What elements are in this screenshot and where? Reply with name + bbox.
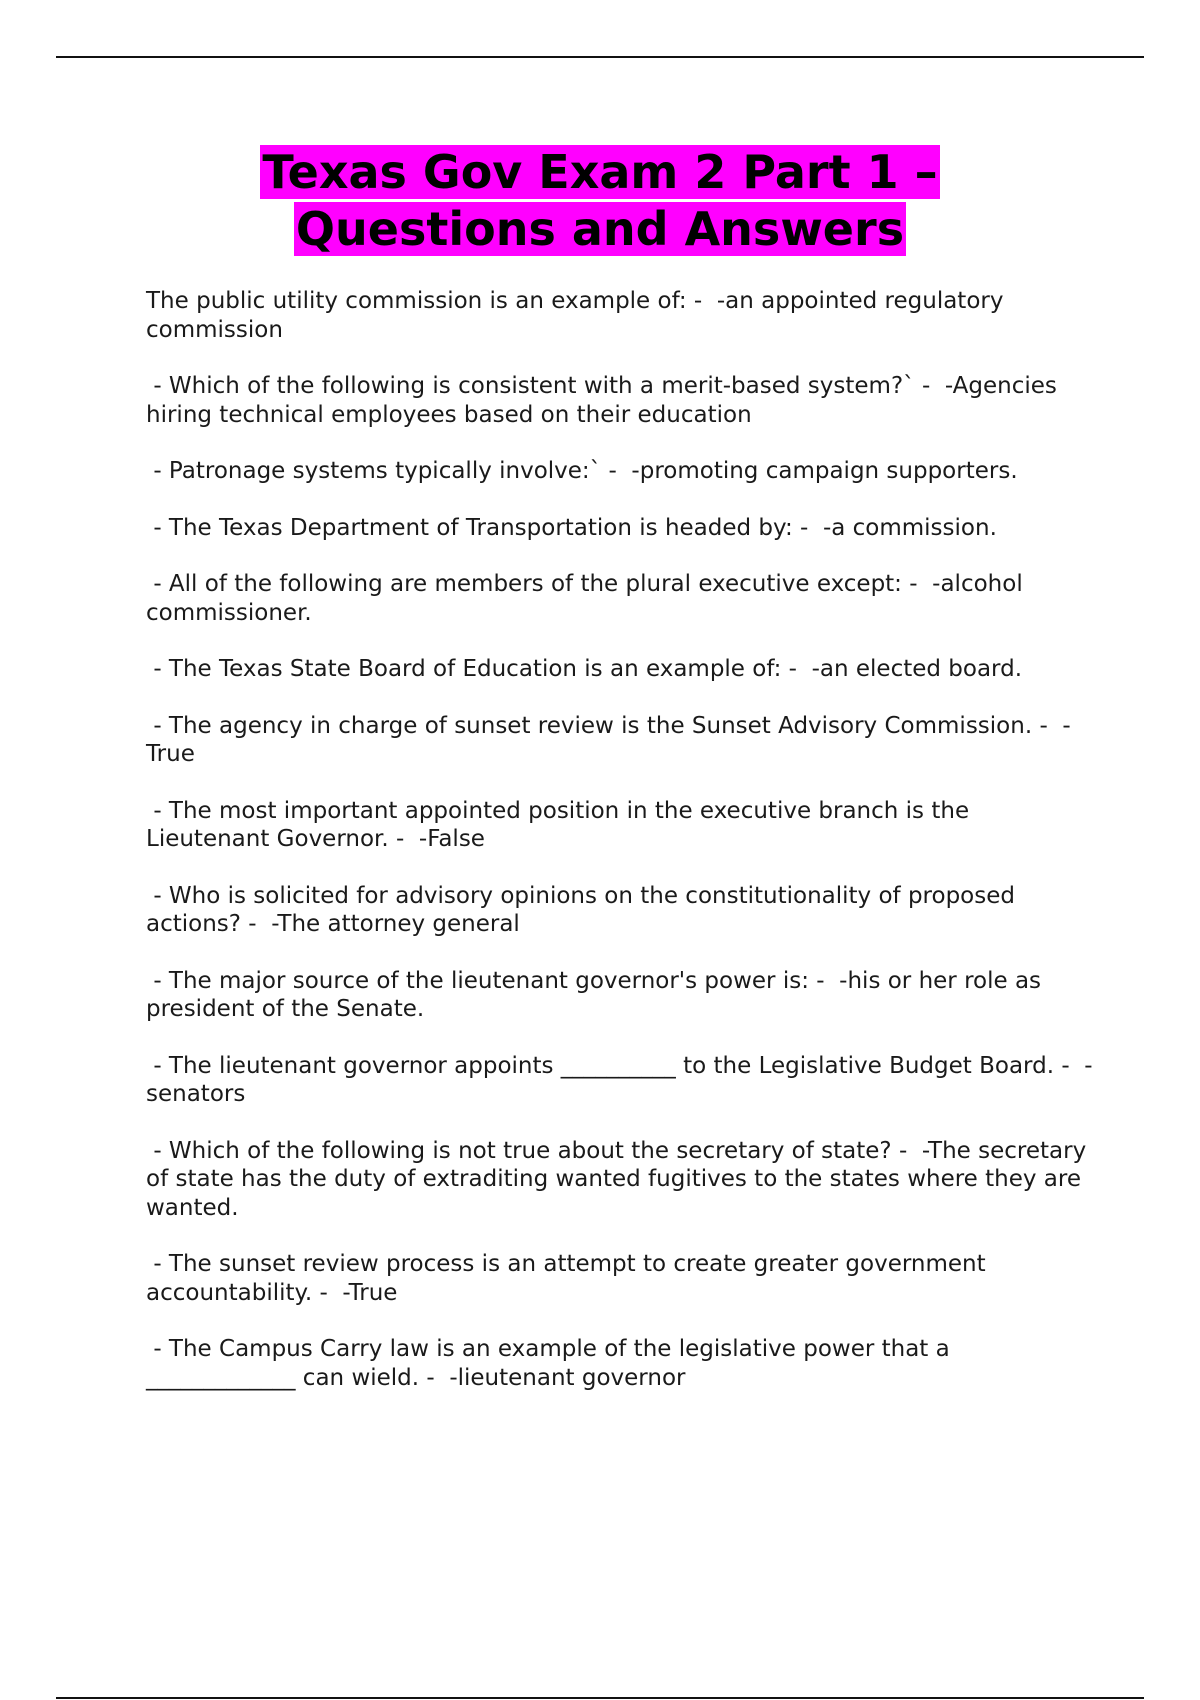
qa-item: - Patronage systems typically involve:` - -promoting campaign supporters. (146, 458, 1018, 484)
qa-item: - The lieutenant governor appoints __________ to the Legislative Budget Board. - -senators (146, 1052, 1093, 1107)
qa-item: - All of the following are members of the plural executive except: - -alcohol commissioner. (146, 571, 1031, 626)
qa-item: - The Texas State Board of Education is an example of: - -an elected board. (146, 656, 1023, 682)
qa-item: - Which of the following is consistent with a merit-based system?` - -Agencies hiring technical employees based on their education (146, 373, 1065, 428)
qa-item: - The Texas Department of Transportation is headed by: - -a commission. (146, 514, 997, 541)
title-line-1: Texas Gov Exam 2 Part 1 – (262, 145, 938, 199)
top-rule (56, 56, 1144, 58)
qa-item: - The agency in charge of sunset review is the Sunset Advisory Commission. - -True (146, 712, 1071, 767)
qa-item: - The sunset review process is an attempt to create greater government accountability. - -True (146, 1251, 993, 1306)
qa-item: - The Campus Carry law is an example of the legislative power that a _____________ can wield. - -lieutenant governor (146, 1336, 958, 1391)
qa-item: - The major source of the lieutenant governor's power is: - -his or her role as president of the Senate. (146, 967, 1049, 1022)
qa-list (146, 287, 1096, 1420)
title-line-2: Questions and Answers (295, 202, 905, 256)
qa-item: - The most important appointed position in the executive branch is the Lieutenant Governor. - -False (146, 797, 977, 852)
qa-item: - Who is solicited for advisory opinions on the constitutionality of proposed actions? - -The attorney general (146, 882, 1023, 937)
qa-item: The public utility commission is an example of: - -an appointed regulatory commission (146, 288, 1011, 343)
bottom-rule (56, 1697, 1144, 1699)
qa-item: - Which of the following is not true about the secretary of state? - -The secretary of state has the duty of extraditing wanted fugitives to the states where they are wanted. (146, 1137, 1094, 1221)
document-title (100, 144, 1100, 258)
